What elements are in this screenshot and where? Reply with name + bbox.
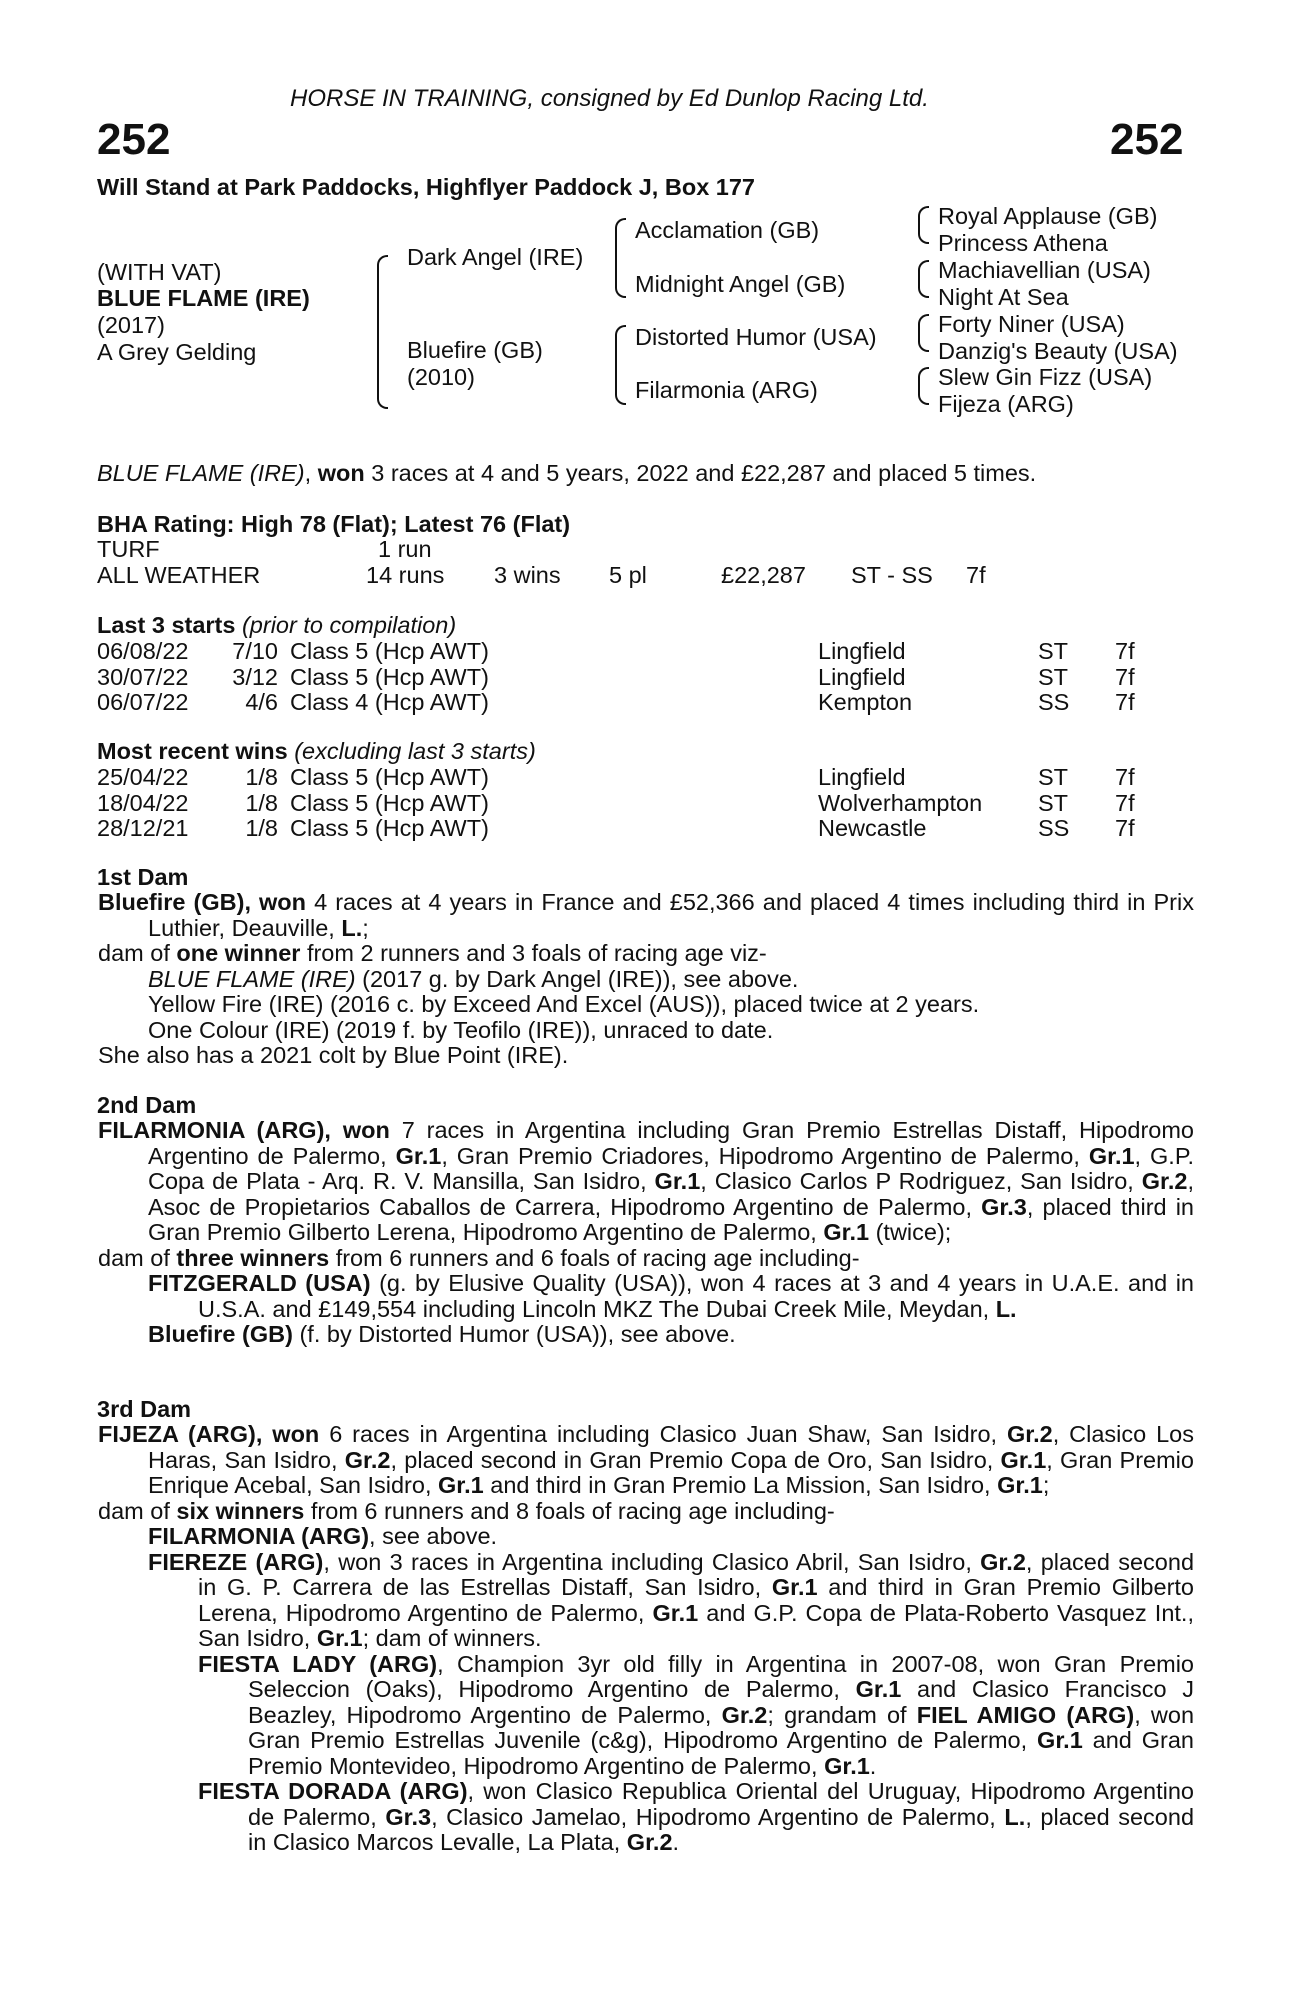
- race-dist: 7f: [1115, 689, 1135, 715]
- race-date: 25/04/22: [97, 764, 189, 790]
- dam1-damof-rest: from 2 runners and 3 foals of racing age viz-: [306, 940, 767, 966]
- dam2-won: won: [342, 1117, 390, 1143]
- dam2-winners: three winners: [176, 1244, 330, 1271]
- dam3-text: , placed second in Gran Premio Copa de Oro, San Isidro,: [390, 1446, 994, 1473]
- race-class: Class 5 (Hcp AWT): [290, 789, 489, 816]
- dam3-p3-text: ; grandam of: [767, 1701, 907, 1728]
- turf-runs: 1 run: [378, 536, 432, 562]
- race-class: Class 4 (Hcp AWT): [290, 689, 489, 715]
- grade-label: Gr.2: [980, 1548, 1026, 1575]
- race-pos: 1/8: [245, 789, 278, 816]
- aw-placed: 5 pl: [609, 562, 647, 588]
- brace-g34: [918, 260, 929, 298]
- race-going: ST: [1038, 638, 1069, 664]
- pedigree-dam-sire: Distorted Humor (USA): [635, 324, 877, 350]
- pedigree-g4: Night At Sea: [938, 284, 1069, 310]
- grade-label: Gr.1: [438, 1472, 484, 1498]
- grade-label: Gr.1: [1037, 1727, 1083, 1753]
- vat-note: (WITH VAT): [97, 259, 222, 285]
- race-summary: BLUE FLAME (IRE), won 3 races at 4 and 5 years, 2022 and £22,287 and placed 5 times.: [97, 460, 1037, 486]
- dam3-fiel-amigo: FIEL AMIGO (ARG): [916, 1701, 1135, 1728]
- aw-prize: £22,287: [721, 562, 806, 588]
- recent-note: (excluding last 3 starts): [294, 738, 536, 764]
- race-dist: 7f: [1115, 815, 1135, 841]
- dam2-p2-rest: (f. by Distorted Humor (USA)), see above.: [299, 1321, 736, 1347]
- dam1-progeny-3: One Colour (IRE) (2019 f. by Teofilo (IRE)), unraced to date.: [148, 1016, 774, 1043]
- dam1-heading: 1st Dam: [97, 864, 189, 890]
- dam3-p3-text: and Clasico Francisco J Beazley, Hipodromo Argentino de Palermo,: [248, 1676, 1194, 1728]
- dam3-p3-text: , won Gran Premio Estrellas Juvenile (c&g), Hipodromo Argentino de Palermo,: [248, 1701, 1195, 1753]
- race-dist: 7f: [1115, 764, 1135, 790]
- dam3-damof: [98, 1499, 1194, 1525]
- dam2-text: , placed third in Gran Premio Gilberto Lerena, Hipodromo Argentino de Palermo,: [148, 1193, 1194, 1245]
- race-class: Class 5 (Hcp AWT): [290, 764, 489, 790]
- race-pos: 3/12: [232, 663, 278, 690]
- dam2-text: , G.P. Copa de Plata - Arq. R. V. Mansilla, San Isidro,: [148, 1142, 1194, 1194]
- dam1-record: [98, 890, 1194, 941]
- grade-label: Gr.1: [823, 1219, 870, 1245]
- dam1-listed: L.: [341, 914, 363, 941]
- dam2-text: (twice);: [869, 1219, 952, 1245]
- dam3-won: won: [272, 1421, 320, 1447]
- grade-label: Gr.2: [344, 1446, 391, 1473]
- listed-label: L.: [1004, 1803, 1026, 1830]
- dam3-p1-name: FILARMONIA (ARG): [148, 1523, 370, 1549]
- dam3-text: and third in Gran Premio La Mission, San Isidro,: [483, 1472, 991, 1498]
- dam3-text: 6 races in Argentina including Clasico Juan Shaw, San Isidro,: [329, 1421, 998, 1447]
- race-pos: 7/10: [232, 638, 278, 664]
- dam2-p2-name: Bluefire (GB): [148, 1321, 293, 1347]
- dam3-p1-rest: , see above.: [369, 1523, 498, 1549]
- summary-won: won: [317, 460, 365, 486]
- race-pos: 1/8: [245, 815, 278, 841]
- grade-label: Gr.3: [385, 1803, 432, 1830]
- dam1-semicolon: ;: [362, 914, 369, 941]
- dam3-p2-text: , placed second in G. P. Carrera de las Estrellas Distaff, San Isidro,: [198, 1548, 1195, 1600]
- pedigree-g2: Princess Athena: [938, 230, 1108, 256]
- horse-name: BLUE FLAME (IRE): [97, 285, 310, 311]
- race-going: ST: [1038, 789, 1069, 816]
- dam3-p3-name: FIESTA LADY (ARG): [198, 1650, 438, 1677]
- dam3-text: ;: [1042, 1472, 1050, 1498]
- brace-g78: [918, 367, 929, 405]
- dam2-text: , Clasico Carlos P Rodriguez, San Isidro,: [700, 1168, 1134, 1194]
- race-pos: 1/8: [245, 764, 278, 790]
- dam2-heading: 2nd Dam: [97, 1092, 197, 1118]
- dam2-progeny-1: [98, 1271, 1194, 1322]
- dam2-name: FILARMONIA (ARG),: [98, 1117, 331, 1143]
- turf-label: TURF: [97, 536, 160, 562]
- race-course: Lingfield: [818, 764, 906, 790]
- dam1-damof-label: dam of: [98, 940, 170, 966]
- dam2-text: , Gran Premio Criadores, Hipodromo Argentino de Palermo,: [441, 1142, 1080, 1169]
- race-course: Lingfield: [818, 638, 906, 664]
- pedigree-g5: Forty Niner (USA): [938, 311, 1125, 337]
- pedigree-g6: Danzig's Beauty (USA): [938, 338, 1178, 364]
- dam3-text: , Clasico Los Haras, San Isidro,: [148, 1421, 1194, 1473]
- race-class: Class 5 (Hcp AWT): [290, 638, 489, 664]
- dam1-p1-rest: (2017 g. by Dark Angel (IRE)), see above.: [362, 965, 799, 992]
- dam1-section: [98, 890, 1194, 1069]
- dam2-record: [98, 1118, 1194, 1246]
- pedigree-dam-dam: Filarmonia (ARG): [635, 377, 818, 403]
- dam1-progeny-1: [98, 967, 1194, 993]
- race-course: Kempton: [818, 689, 913, 715]
- dam1-also: She also has a 2021 colt by Blue Point (IRE).: [98, 1042, 569, 1068]
- race-date: 18/04/22: [97, 789, 189, 816]
- dam2-text: 7 races in Argentina including Gran Premio Estrellas Distaff, Hipodromo Argentino de Palermo,: [148, 1117, 1194, 1169]
- grade-label: Gr.1: [316, 1625, 363, 1651]
- dam3-p3-text: and Gran Premio Montevideo, Hipodromo Argentino de Palermo,: [248, 1727, 1194, 1779]
- dam3-p4-name: FIESTA DORADA (ARG): [198, 1778, 468, 1804]
- grade-label: Gr.1: [855, 1676, 902, 1702]
- pedigree-g3: Machiavellian (USA): [938, 257, 1151, 283]
- dam3-record: [98, 1422, 1194, 1499]
- grade-label: Gr.1: [824, 1752, 870, 1779]
- dam3-winners: six winners: [176, 1497, 305, 1524]
- race-pos: 4/6: [245, 689, 278, 715]
- grade-label: Gr.3: [981, 1193, 1027, 1220]
- dam3-p4-text: , placed second in Clasico Marcos Levalle, La Plata,: [248, 1803, 1195, 1855]
- race-dist: 7f: [1115, 638, 1135, 664]
- aw-distance: 7f: [966, 562, 986, 588]
- race-course: Newcastle: [818, 815, 927, 841]
- dam2-damof-rest: from 6 runners and 6 foals of racing age including-: [335, 1244, 860, 1271]
- aw-wins: 3 wins: [494, 562, 561, 588]
- pedigree-sire-sire: Acclamation (GB): [635, 217, 820, 243]
- dam1-p1-name: BLUE FLAME (IRE): [148, 965, 356, 992]
- recent-title: Most recent wins: [97, 738, 288, 764]
- dam3-p4-text: , Clasico Jamelao, Hipodromo Argentino de Palermo,: [431, 1803, 996, 1830]
- dam2-progeny-2: [98, 1322, 1194, 1348]
- race-dist: 7f: [1115, 789, 1135, 816]
- grade-label: Gr.1: [1000, 1446, 1047, 1473]
- dam2-p1-listed: L.: [995, 1295, 1017, 1322]
- grade-label: Gr.2: [721, 1701, 768, 1728]
- dam3-grandprogeny-2: [98, 1779, 1194, 1856]
- race-class: Class 5 (Hcp AWT): [290, 663, 489, 690]
- brace-g56: [918, 314, 929, 352]
- race-class: Class 5 (Hcp AWT): [290, 815, 489, 841]
- dam3-name: FIJEZA (ARG),: [98, 1421, 263, 1447]
- dam3-p4-text: , won Clasico Republica Oriental del Uruguay, Hipodromo Argentino de Palermo,: [248, 1778, 1194, 1830]
- dam1-name: Bluefire (GB),: [98, 889, 251, 915]
- dam3-p2-text: ; dam of winners.: [362, 1625, 542, 1651]
- rating-title: BHA Rating: High 78 (Flat); Latest 76 (Flat): [97, 511, 571, 537]
- dam3-heading: 3rd Dam: [97, 1396, 192, 1422]
- dam2-p1-rest: (g. by Elusive Quality (USA)), won 4 races at 3 and 4 years in U.A.E. and in U.S.A. and £149,554 including Lincoln MKZ The Dubai Creek Mile, Meydan,: [198, 1270, 1194, 1322]
- dam2-text: , Asoc de Propietarios Caballos de Carrera, Hipodromo Argentino de Palermo,: [148, 1168, 1195, 1220]
- aw-going: ST - SS: [851, 562, 933, 588]
- race-date: 06/08/22: [97, 638, 189, 664]
- last3-note: (prior to compilation): [241, 612, 457, 638]
- race-going: ST: [1038, 764, 1069, 790]
- dam3-p4-text: .: [672, 1829, 680, 1855]
- dam1-text: 4 races at 4 years in France and £52,366 and placed 4 times including third in Prix Luthier, Deauville,: [148, 889, 1194, 941]
- dam3-p2-text: and third in Gran Premio Gilberto Lerena, Hipodromo Argentino de Palermo,: [198, 1574, 1194, 1626]
- dam3-p2-text: and G.P. Copa de Plata-Roberto Vasquez Int., San Isidro,: [198, 1599, 1194, 1651]
- race-date: 30/07/22: [97, 663, 189, 690]
- brace-g12: [918, 206, 929, 244]
- grade-label: Gr.2: [626, 1829, 673, 1855]
- dam1-won: won: [259, 889, 307, 915]
- race-dist: 7f: [1115, 663, 1135, 690]
- brace-main: [377, 255, 388, 409]
- summary-horse-name: BLUE FLAME (IRE): [97, 460, 305, 486]
- grade-label: Gr.1: [997, 1472, 1043, 1498]
- brace-dam: [615, 325, 626, 405]
- dam3-progeny-1: [98, 1524, 1194, 1550]
- pedigree-dam: Bluefire (GB): [407, 337, 543, 363]
- race-going: SS: [1038, 815, 1070, 841]
- lot-number-right: 252: [1110, 115, 1184, 164]
- dam3-progeny-2: [98, 1550, 1194, 1652]
- pedigree-g1: Royal Applause (GB): [938, 203, 1158, 229]
- dam2-p1-name: FITZGERALD (USA): [148, 1270, 371, 1296]
- grade-label: Gr.1: [771, 1574, 818, 1600]
- race-date: 28/12/21: [97, 815, 189, 841]
- brace-sire: [615, 218, 626, 298]
- horse-description: A Grey Gelding: [97, 339, 257, 365]
- dam3-damof-rest: from 6 runners and 8 foals of racing age including-: [310, 1497, 835, 1524]
- lot-number-left: 252: [97, 115, 171, 164]
- grade-label: Gr.1: [652, 1599, 699, 1626]
- location-line: Will Stand at Park Paddocks, Highflyer Paddock J, Box 177: [97, 174, 755, 200]
- aw-runs: 14 runs: [366, 562, 445, 588]
- dam1-winners: one winner: [176, 940, 301, 966]
- dam3-damof-label: dam of: [98, 1497, 170, 1524]
- dam3-section: [98, 1422, 1194, 1856]
- dam2-section: [98, 1118, 1194, 1348]
- dam3-grandprogeny-1: [98, 1652, 1194, 1780]
- last3-title: Last 3 starts: [97, 612, 236, 638]
- aw-label: ALL WEATHER: [97, 562, 261, 588]
- summary-text: 3 races at 4 and 5 years, 2022 and £22,287 and placed 5 times.: [371, 460, 1037, 486]
- dam1-damof: [98, 941, 1194, 967]
- consignor-line: HORSE IN TRAINING, consigned by Ed Dunlop Racing Ltd.: [290, 85, 929, 112]
- horse-year: (2017): [97, 312, 165, 338]
- pedigree-dam-year: (2010): [407, 364, 475, 390]
- last3-heading: [97, 613, 456, 639]
- race-going: SS: [1038, 689, 1070, 715]
- grade-label: Gr.1: [395, 1142, 442, 1169]
- dam2-damof-label: dam of: [98, 1244, 170, 1271]
- race-date: 06/07/22: [97, 689, 189, 715]
- grade-label: Gr.1: [1088, 1142, 1135, 1169]
- pedigree-g8: Fijeza (ARG): [938, 391, 1074, 417]
- race-course: Wolverhampton: [818, 789, 983, 816]
- dam3-p2-text: , won 3 races in Argentina including Clasico Abril, San Isidro,: [323, 1548, 972, 1575]
- dam3-p3-text: , Champion 3yr old filly in Argentina in 2007-08, won Gran Premio Seleccion (Oaks), Hipodromo Argentino de Palermo,: [248, 1650, 1195, 1702]
- race-course: Lingfield: [818, 663, 906, 690]
- grade-label: Gr.1: [654, 1168, 701, 1194]
- pedigree-g7: Slew Gin Fizz (USA): [938, 364, 1153, 390]
- race-going: ST: [1038, 663, 1069, 690]
- grade-label: Gr.2: [1141, 1168, 1188, 1194]
- dam3-text: , Gran Premio Enrique Acebal, San Isidro,: [148, 1446, 1194, 1498]
- dam2-damof: [98, 1246, 1194, 1272]
- pedigree-sire: Dark Angel (IRE): [407, 244, 584, 270]
- grade-label: Gr.2: [1006, 1421, 1053, 1447]
- dam1-progeny-2: Yellow Fire (IRE) (2016 c. by Exceed And Excel (AUS)), placed twice at 2 years.: [148, 991, 980, 1017]
- dam3-p3-text: .: [869, 1752, 877, 1779]
- pedigree-sire-dam: Midnight Angel (GB): [635, 271, 846, 297]
- recent-heading: [97, 739, 536, 765]
- dam3-p2-name: FIEREZE (ARG): [148, 1548, 324, 1575]
